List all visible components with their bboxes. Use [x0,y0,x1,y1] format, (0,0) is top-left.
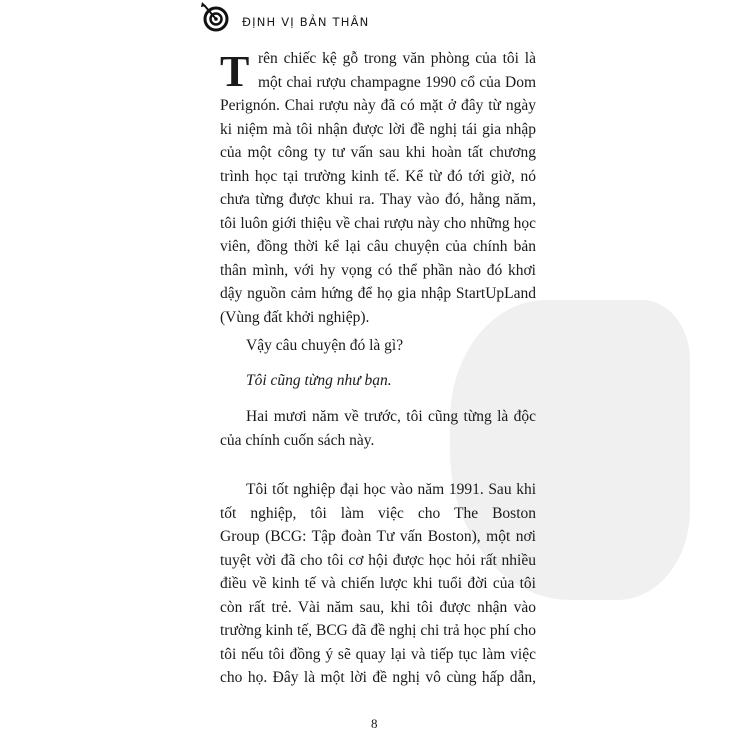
text-line: dậy nguồn cảm hứng để họ gia nhập StartUpLand [220,285,536,302]
text-line: ki niệm mà tôi nhận được lời đề nghị tái gia nhập [220,120,536,138]
running-header [196,2,369,37]
paragraph-4 [220,405,536,452]
text-line: của một công ty tư vấn sau khi hoàn tất chương [220,144,536,161]
paragraph-3 [220,369,536,393]
text-line: cho họ. Đây là một lời đề nghị vô cùng hấp dẫn, [220,669,536,686]
text-line: trình học tại trường kinh tế. Kể từ đó tới giờ, nó [220,167,536,185]
text-line: của chính cuốn sách này. [220,431,375,449]
text-line: Group (BCG: Tập đoàn Tư vấn Boston), một nơi [220,528,536,545]
text-line: Hai mươi năm về trước, tôi cũng từng là độc [246,408,536,425]
header-title: ĐỊNH VỊ BẢN THÂN [242,14,370,29]
text-line: Vậy câu chuyện đó là gì? [246,337,404,354]
text-line: chưa từng được khui ra. Thay vào đó, hằng năm, [220,191,536,208]
text-line: trường kinh tế, BCG đã đề nghị chi trả học phí cho [220,622,536,639]
text-line: tôi nếu tôi đồng ý sẽ quay lại và tiếp tục làm việc [220,645,536,663]
text-line: tôi luôn giới thiệu về chai rượu này cho những học [220,214,536,232]
paragraph-1 [220,47,536,329]
text-line: một chai rượu champagne 1990 cổ của Dom [258,73,536,91]
text-line: thân mình, với hy vọng có thể phần nào đó khơi [220,261,536,279]
page-number: 8 [371,716,378,731]
target-icon [196,2,236,37]
paragraph-2 [220,334,536,358]
text-line-italic: Tôi cũng từng như bạn. [246,372,392,389]
text-line: Perignón. Chai rượu này đã có mặt ở đây từ ngày [220,97,536,114]
text-line: tuyệt vời đã cho tôi cơ hội được học hỏi rất nhiều [220,551,536,569]
text-line: còn rất trẻ. Vài năm sau, khi tôi được nhận vào [220,598,536,616]
text-line: điều về kinh tế và chiến lược khi tuổi đời của tôi [220,575,536,592]
paragraph-5 [220,478,536,690]
text-line: Tôi tốt nghiệp đại học vào năm 1991. Sau khi [246,481,536,498]
drop-cap: T [220,47,250,96]
text-line: viên, đồng thời kể lại câu chuyện của chính bản [220,238,536,255]
text-line: rên chiếc kệ gỗ trong văn phòng của tôi là [258,50,536,67]
text-line: (Vùng đất khởi nghiệp). [220,308,370,326]
text-line: tốt nghiệp, tôi làm việc cho The Boston [220,504,536,522]
